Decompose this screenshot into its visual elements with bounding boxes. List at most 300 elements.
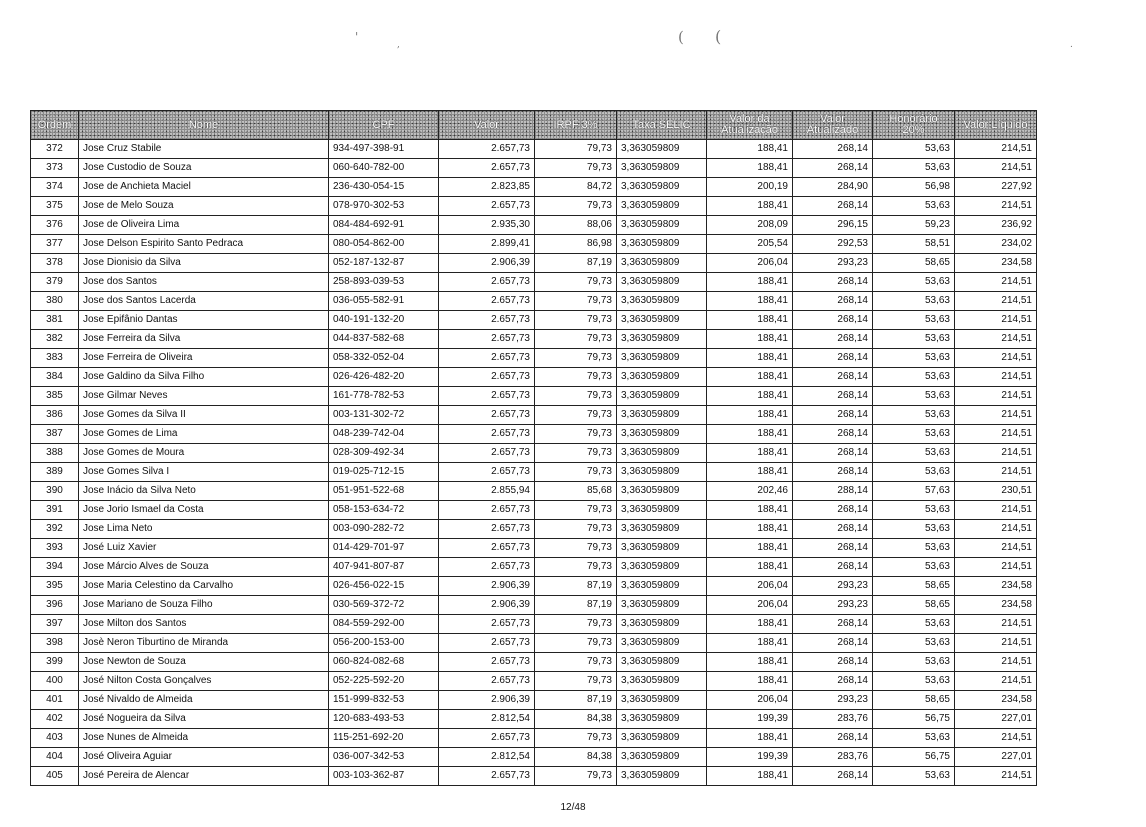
cell-cpf: 026-426-482-20 [329, 368, 439, 387]
cell-irpf: 79,73 [535, 672, 617, 691]
col-header-ordem: Ordem [31, 111, 79, 140]
cell-cpf: 084-559-292-00 [329, 615, 439, 634]
cell-liquido: 234,58 [955, 577, 1037, 596]
cell-nome: Jose Gomes de Lima [79, 425, 329, 444]
cell-atualizacao: 188,41 [707, 159, 793, 178]
cell-liquido: 234,58 [955, 596, 1037, 615]
table-row [31, 406, 1037, 425]
cell-irpf: 79,73 [535, 444, 617, 463]
cell-valor: 2.657,73 [439, 672, 535, 691]
cell-honorario: 53,63 [873, 349, 955, 368]
cell-irpf: 87,19 [535, 254, 617, 273]
table-row [31, 463, 1037, 482]
cell-atualizacao: 188,41 [707, 653, 793, 672]
cell-liquido: 214,51 [955, 501, 1037, 520]
cell-liquido: 214,51 [955, 292, 1037, 311]
cell-nome: José Nivaldo de Almeida [79, 691, 329, 710]
cell-cpf: 003-131-302-72 [329, 406, 439, 425]
cell-honorario: 53,63 [873, 159, 955, 178]
table-row [31, 577, 1037, 596]
cell-liquido: 230,51 [955, 482, 1037, 501]
cell-selic: 3,363059809 [617, 558, 707, 577]
cell-honorario: 53,63 [873, 558, 955, 577]
col-header-cpf: CPF [329, 111, 439, 140]
cell-atualizacao: 208,09 [707, 216, 793, 235]
cell-atualizado: 268,14 [793, 425, 873, 444]
cell-atualizado: 268,14 [793, 159, 873, 178]
cell-honorario: 58,65 [873, 596, 955, 615]
cell-valor: 2.657,73 [439, 634, 535, 653]
cell-cpf: 003-090-282-72 [329, 520, 439, 539]
cell-ordem: 373 [31, 159, 79, 178]
table-row [31, 653, 1037, 672]
cell-selic: 3,363059809 [617, 691, 707, 710]
cell-honorario: 53,63 [873, 140, 955, 159]
cell-ordem: 375 [31, 197, 79, 216]
cell-nome: José Luiz Xavier [79, 539, 329, 558]
cell-cpf: 151-999-832-53 [329, 691, 439, 710]
cell-atualizacao: 188,41 [707, 729, 793, 748]
cell-atualizacao: 188,41 [707, 368, 793, 387]
cell-cpf: 058-153-634-72 [329, 501, 439, 520]
cell-selic: 3,363059809 [617, 254, 707, 273]
cell-cpf: 056-200-153-00 [329, 634, 439, 653]
cell-cpf: 052-225-592-20 [329, 672, 439, 691]
cell-cpf: 078-970-302-53 [329, 197, 439, 216]
cell-nome: Jose dos Santos [79, 273, 329, 292]
cell-honorario: 53,63 [873, 292, 955, 311]
cell-atualizado: 268,14 [793, 368, 873, 387]
cell-irpf: 88,06 [535, 216, 617, 235]
table-row [31, 558, 1037, 577]
cell-ordem: 397 [31, 615, 79, 634]
cell-ordem: 383 [31, 349, 79, 368]
cell-ordem: 401 [31, 691, 79, 710]
cell-selic: 3,363059809 [617, 634, 707, 653]
col-header-atualizado: Valor Atualizado [793, 111, 873, 140]
cell-atualizado: 268,14 [793, 311, 873, 330]
cell-honorario: 53,63 [873, 615, 955, 634]
cell-honorario: 58,65 [873, 577, 955, 596]
cell-irpf: 79,73 [535, 406, 617, 425]
cell-selic: 3,363059809 [617, 216, 707, 235]
cell-atualizacao: 188,41 [707, 444, 793, 463]
cell-atualizado: 283,76 [793, 748, 873, 767]
cell-nome: Jose Gomes Silva I [79, 463, 329, 482]
cell-honorario: 57,63 [873, 482, 955, 501]
cell-cpf: 161-778-782-53 [329, 387, 439, 406]
cell-irpf: 87,19 [535, 691, 617, 710]
cell-irpf: 86,98 [535, 235, 617, 254]
cell-liquido: 214,51 [955, 368, 1037, 387]
cell-cpf: 003-103-362-87 [329, 767, 439, 786]
cell-irpf: 79,73 [535, 159, 617, 178]
col-header-atualizacao: Valor da Atualização [707, 111, 793, 140]
cell-ordem: 404 [31, 748, 79, 767]
cell-atualizacao: 188,41 [707, 558, 793, 577]
cell-valor: 2.657,73 [439, 444, 535, 463]
cell-liquido: 214,51 [955, 463, 1037, 482]
cell-valor: 2.657,73 [439, 197, 535, 216]
table-row [31, 501, 1037, 520]
cell-liquido: 227,01 [955, 748, 1037, 767]
cell-ordem: 390 [31, 482, 79, 501]
cell-nome: Jose Ferreira de Oliveira [79, 349, 329, 368]
cell-cpf: 934-497-398-91 [329, 140, 439, 159]
page-number: 12/48 [560, 802, 586, 813]
cell-ordem: 376 [31, 216, 79, 235]
cell-atualizacao: 206,04 [707, 691, 793, 710]
cell-cpf: 236-430-054-15 [329, 178, 439, 197]
cell-atualizado: 268,14 [793, 197, 873, 216]
cell-valor: 2.657,73 [439, 311, 535, 330]
table-row [31, 387, 1037, 406]
cell-honorario: 53,63 [873, 672, 955, 691]
cell-valor: 2.657,73 [439, 558, 535, 577]
cell-irpf: 79,73 [535, 140, 617, 159]
cell-selic: 3,363059809 [617, 463, 707, 482]
cell-cpf: 036-055-582-91 [329, 292, 439, 311]
cell-irpf: 79,73 [535, 615, 617, 634]
cell-atualizacao: 199,39 [707, 710, 793, 729]
cell-honorario: 53,63 [873, 729, 955, 748]
scan-mark: , [397, 40, 400, 50]
cell-selic: 3,363059809 [617, 615, 707, 634]
cell-honorario: 56,98 [873, 178, 955, 197]
cell-liquido: 214,51 [955, 539, 1037, 558]
cell-selic: 3,363059809 [617, 444, 707, 463]
cell-liquido: 214,51 [955, 729, 1037, 748]
cell-irpf: 79,73 [535, 349, 617, 368]
cell-irpf: 79,73 [535, 653, 617, 672]
cell-selic: 3,363059809 [617, 235, 707, 254]
cell-atualizado: 268,14 [793, 387, 873, 406]
cell-ordem: 381 [31, 311, 79, 330]
cell-atualizacao: 206,04 [707, 596, 793, 615]
cell-liquido: 214,51 [955, 615, 1037, 634]
cell-nome: Jose Mariano de Souza Filho [79, 596, 329, 615]
cell-ordem: 402 [31, 710, 79, 729]
cell-liquido: 214,51 [955, 520, 1037, 539]
cell-atualizacao: 202,46 [707, 482, 793, 501]
cell-nome: José Nogueira da Silva [79, 710, 329, 729]
cell-honorario: 53,63 [873, 501, 955, 520]
cell-atualizacao: 188,41 [707, 140, 793, 159]
cell-nome: Jose Epifânio Dantas [79, 311, 329, 330]
cell-valor: 2.906,39 [439, 596, 535, 615]
cell-nome: Jose Maria Celestino da Carvalho [79, 577, 329, 596]
cell-atualizado: 268,14 [793, 140, 873, 159]
cell-atualizado: 268,14 [793, 615, 873, 634]
cell-liquido: 227,01 [955, 710, 1037, 729]
cell-honorario: 53,63 [873, 444, 955, 463]
cell-atualizacao: 188,41 [707, 672, 793, 691]
cell-selic: 3,363059809 [617, 330, 707, 349]
cell-nome: Jose de Oliveira Lima [79, 216, 329, 235]
cell-liquido: 236,92 [955, 216, 1037, 235]
cell-atualizacao: 199,39 [707, 748, 793, 767]
payment-table [30, 110, 1037, 786]
cell-nome: Jose Márcio Alves de Souza [79, 558, 329, 577]
cell-nome: Jose Cruz Stabile [79, 140, 329, 159]
col-header-nome: Nome [79, 111, 329, 140]
cell-honorario: 53,63 [873, 767, 955, 786]
cell-cpf: 028-309-492-34 [329, 444, 439, 463]
cell-selic: 3,363059809 [617, 501, 707, 520]
cell-ordem: 393 [31, 539, 79, 558]
table-row [31, 368, 1037, 387]
cell-atualizado: 283,76 [793, 710, 873, 729]
cell-liquido: 234,58 [955, 691, 1037, 710]
cell-atualizacao: 200,19 [707, 178, 793, 197]
cell-ordem: 385 [31, 387, 79, 406]
cell-valor: 2.855,94 [439, 482, 535, 501]
cell-honorario: 59,23 [873, 216, 955, 235]
cell-irpf: 84,72 [535, 178, 617, 197]
table-row [31, 482, 1037, 501]
cell-ordem: 378 [31, 254, 79, 273]
cell-ordem: 380 [31, 292, 79, 311]
cell-nome: Jose Delson Espirito Santo Pedraca [79, 235, 329, 254]
cell-irpf: 79,73 [535, 273, 617, 292]
cell-honorario: 58,65 [873, 254, 955, 273]
cell-ordem: 389 [31, 463, 79, 482]
cell-atualizado: 268,14 [793, 767, 873, 786]
cell-selic: 3,363059809 [617, 710, 707, 729]
cell-atualizado: 288,14 [793, 482, 873, 501]
cell-nome: Jose Gomes da Silva II [79, 406, 329, 425]
cell-atualizado: 268,14 [793, 273, 873, 292]
cell-atualizado: 293,23 [793, 596, 873, 615]
cell-cpf: 080-054-862-00 [329, 235, 439, 254]
cell-nome: Jose Gomes de Moura [79, 444, 329, 463]
cell-valor: 2.657,73 [439, 292, 535, 311]
cell-irpf: 87,19 [535, 577, 617, 596]
cell-atualizado: 292,53 [793, 235, 873, 254]
cell-nome: José Pereira de Alencar [79, 767, 329, 786]
cell-selic: 3,363059809 [617, 539, 707, 558]
cell-ordem: 386 [31, 406, 79, 425]
table-row [31, 349, 1037, 368]
cell-valor: 2.906,39 [439, 691, 535, 710]
cell-nome: José Oliveira Aguiar [79, 748, 329, 767]
cell-atualizado: 293,23 [793, 577, 873, 596]
cell-valor: 2.657,73 [439, 368, 535, 387]
cell-atualizado: 268,14 [793, 292, 873, 311]
table-row [31, 159, 1037, 178]
col-header-liquido: Valor Líquido [955, 111, 1037, 140]
cell-liquido: 214,51 [955, 197, 1037, 216]
col-header-irpf: IRPF 3% [535, 111, 617, 140]
cell-honorario: 53,63 [873, 653, 955, 672]
cell-liquido: 214,51 [955, 767, 1037, 786]
table-row [31, 425, 1037, 444]
cell-cpf: 058-332-052-04 [329, 349, 439, 368]
table-row [31, 710, 1037, 729]
cell-atualizado: 268,14 [793, 349, 873, 368]
cell-honorario: 53,63 [873, 425, 955, 444]
cell-ordem: 398 [31, 634, 79, 653]
col-header-selic: Taxa SELIC [617, 111, 707, 140]
cell-nome: Jose Dionisio da Silva [79, 254, 329, 273]
cell-valor: 2.657,73 [439, 425, 535, 444]
cell-nome: Jose Galdino da Silva Filho [79, 368, 329, 387]
cell-atualizacao: 188,41 [707, 197, 793, 216]
table-row [31, 444, 1037, 463]
scan-mark: . [1070, 40, 1073, 50]
cell-nome: José Nilton Costa Gonçalves [79, 672, 329, 691]
cell-selic: 3,363059809 [617, 672, 707, 691]
cell-valor: 2.812,54 [439, 748, 535, 767]
cell-nome: Jose Nunes de Almeida [79, 729, 329, 748]
cell-cpf: 060-824-082-68 [329, 653, 439, 672]
cell-atualizado: 268,14 [793, 463, 873, 482]
table-row [31, 216, 1037, 235]
table-row [31, 273, 1037, 292]
cell-selic: 3,363059809 [617, 767, 707, 786]
cell-honorario: 58,51 [873, 235, 955, 254]
table-row [31, 140, 1037, 159]
cell-cpf: 051-951-522-68 [329, 482, 439, 501]
cell-irpf: 79,73 [535, 729, 617, 748]
cell-atualizacao: 188,41 [707, 767, 793, 786]
cell-valor: 2.657,73 [439, 273, 535, 292]
cell-honorario: 53,63 [873, 634, 955, 653]
cell-atualizado: 268,14 [793, 444, 873, 463]
cell-valor: 2.657,73 [439, 330, 535, 349]
cell-selic: 3,363059809 [617, 292, 707, 311]
cell-atualizado: 284,90 [793, 178, 873, 197]
cell-ordem: 396 [31, 596, 79, 615]
cell-irpf: 79,73 [535, 311, 617, 330]
cell-liquido: 214,51 [955, 330, 1037, 349]
table-row [31, 767, 1037, 786]
cell-selic: 3,363059809 [617, 425, 707, 444]
cell-atualizacao: 205,54 [707, 235, 793, 254]
cell-liquido: 214,51 [955, 672, 1037, 691]
cell-cpf: 048-239-742-04 [329, 425, 439, 444]
cell-ordem: 377 [31, 235, 79, 254]
cell-valor: 2.657,73 [439, 539, 535, 558]
cell-honorario: 58,65 [873, 691, 955, 710]
cell-atualizacao: 188,41 [707, 501, 793, 520]
cell-atualizacao: 188,41 [707, 349, 793, 368]
cell-honorario: 56,75 [873, 748, 955, 767]
cell-liquido: 214,51 [955, 558, 1037, 577]
cell-liquido: 214,51 [955, 273, 1037, 292]
cell-cpf: 258-893-039-53 [329, 273, 439, 292]
scan-mark: ( [678, 28, 684, 46]
cell-ordem: 384 [31, 368, 79, 387]
cell-liquido: 214,51 [955, 425, 1037, 444]
scan-mark: ( [715, 27, 722, 46]
cell-valor: 2.657,73 [439, 767, 535, 786]
cell-atualizacao: 188,41 [707, 406, 793, 425]
cell-cpf: 044-837-582-68 [329, 330, 439, 349]
cell-selic: 3,363059809 [617, 596, 707, 615]
cell-selic: 3,363059809 [617, 178, 707, 197]
cell-nome: Jose Inácio da Silva Neto [79, 482, 329, 501]
cell-liquido: 214,51 [955, 140, 1037, 159]
table-row [31, 729, 1037, 748]
cell-valor: 2.906,39 [439, 577, 535, 596]
cell-irpf: 79,73 [535, 387, 617, 406]
cell-ordem: 391 [31, 501, 79, 520]
cell-honorario: 53,63 [873, 311, 955, 330]
cell-atualizacao: 188,41 [707, 273, 793, 292]
cell-irpf: 79,73 [535, 767, 617, 786]
cell-atualizado: 296,15 [793, 216, 873, 235]
cell-atualizado: 268,14 [793, 729, 873, 748]
cell-valor: 2.906,39 [439, 254, 535, 273]
cell-valor: 2.935,30 [439, 216, 535, 235]
cell-honorario: 53,63 [873, 520, 955, 539]
cell-cpf: 026-456-022-15 [329, 577, 439, 596]
cell-cpf: 036-007-342-53 [329, 748, 439, 767]
cell-cpf: 014-429-701-97 [329, 539, 439, 558]
cell-liquido: 214,51 [955, 349, 1037, 368]
cell-nome: Jose Newton de Souza [79, 653, 329, 672]
cell-selic: 3,363059809 [617, 387, 707, 406]
cell-selic: 3,363059809 [617, 273, 707, 292]
cell-ordem: 400 [31, 672, 79, 691]
table-row [31, 596, 1037, 615]
cell-atualizacao: 188,41 [707, 615, 793, 634]
cell-atualizado: 268,14 [793, 330, 873, 349]
table-row [31, 672, 1037, 691]
cell-atualizacao: 188,41 [707, 634, 793, 653]
cell-atualizado: 293,23 [793, 691, 873, 710]
cell-honorario: 53,63 [873, 330, 955, 349]
table-row [31, 520, 1037, 539]
cell-liquido: 234,02 [955, 235, 1037, 254]
cell-irpf: 79,73 [535, 501, 617, 520]
cell-liquido: 214,51 [955, 406, 1037, 425]
table-row [31, 311, 1037, 330]
table-row [31, 178, 1037, 197]
cell-valor: 2.899,41 [439, 235, 535, 254]
cell-irpf: 79,73 [535, 368, 617, 387]
cell-valor: 2.657,73 [439, 520, 535, 539]
cell-selic: 3,363059809 [617, 349, 707, 368]
table-row [31, 254, 1037, 273]
cell-selic: 3,363059809 [617, 159, 707, 178]
cell-atualizado: 268,14 [793, 539, 873, 558]
cell-atualizacao: 188,41 [707, 539, 793, 558]
cell-irpf: 87,19 [535, 596, 617, 615]
cell-ordem: 382 [31, 330, 79, 349]
cell-atualizacao: 188,41 [707, 463, 793, 482]
cell-atualizacao: 206,04 [707, 254, 793, 273]
cell-irpf: 84,38 [535, 748, 617, 767]
cell-nome: Jose de Melo Souza [79, 197, 329, 216]
table-row [31, 634, 1037, 653]
cell-liquido: 214,51 [955, 634, 1037, 653]
cell-cpf: 040-191-132-20 [329, 311, 439, 330]
cell-atualizado: 268,14 [793, 558, 873, 577]
cell-irpf: 79,73 [535, 520, 617, 539]
cell-cpf: 084-484-692-91 [329, 216, 439, 235]
table-row [31, 748, 1037, 767]
cell-irpf: 85,68 [535, 482, 617, 501]
cell-nome: Jose Ferreira da Silva [79, 330, 329, 349]
cell-atualizacao: 206,04 [707, 577, 793, 596]
cell-irpf: 84,38 [535, 710, 617, 729]
cell-nome: Jose dos Santos Lacerda [79, 292, 329, 311]
cell-atualizado: 268,14 [793, 520, 873, 539]
cell-liquido: 214,51 [955, 387, 1037, 406]
cell-irpf: 79,73 [535, 425, 617, 444]
